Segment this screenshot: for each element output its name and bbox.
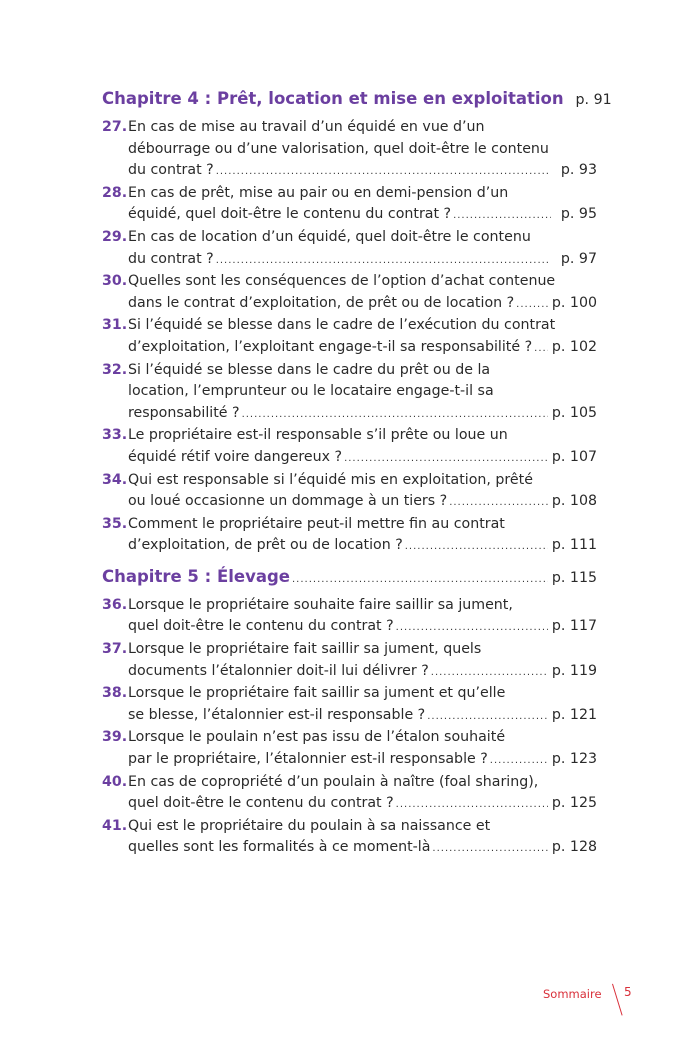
entry-line: ou loué occasionne un dommage à un tiers ? [128, 493, 448, 510]
entry-number: 32. [102, 361, 128, 378]
entry-line: débourrage ou d’une valorisation, quel doit-être le contenu [128, 140, 549, 157]
dot-leader [216, 161, 551, 183]
dot-leader [449, 492, 548, 514]
entry-number: 31. [102, 317, 128, 334]
entry-last-line [128, 705, 597, 728]
dot-leader [405, 536, 548, 558]
entry-line: dans le contrat d’exploitation, de prêt ou de location ? [128, 294, 515, 311]
dot-leader [427, 706, 548, 728]
entry-number: 41. [102, 817, 128, 834]
toc-entry[interactable] [102, 183, 597, 227]
entry-line: du contrat ? [128, 162, 214, 179]
entry-page: p. 97 [560, 250, 597, 267]
entry-last-line [128, 447, 597, 470]
entry-line: Comment le propriétaire peut-il mettre fin au contrat [128, 515, 505, 532]
dot-leader [396, 794, 548, 816]
entry-last-line [128, 337, 597, 360]
entry-number: 36. [102, 596, 128, 613]
toc-entry[interactable] [102, 227, 597, 271]
entry-last-line [128, 293, 597, 316]
dot-leader [534, 338, 548, 360]
toc-entry[interactable] [102, 315, 597, 359]
entry-line: Lorsque le propriétaire fait saillir sa jument, quels [128, 641, 482, 658]
entry-body [128, 360, 597, 426]
toc-entry[interactable] [102, 117, 597, 183]
entry-page: p. 117 [551, 618, 597, 635]
entry-line: équidé, quel doit-être le contenu du contrat ? [128, 206, 452, 223]
footer-label: Sommaire [543, 987, 602, 1001]
entry-line: En cas de mise au travail d’un équidé en vue d’un [128, 119, 485, 135]
entry-body [128, 683, 597, 727]
entry-number: 38. [102, 685, 128, 702]
entry-page: p. 108 [551, 493, 597, 510]
dot-leader [242, 404, 548, 426]
entry-page: p. 95 [560, 206, 597, 223]
entry-page: p. 100 [551, 294, 597, 311]
entry-line: documents l’étalonnier doit-il lui délivrer ? [128, 662, 429, 679]
entry-page: p. 93 [560, 162, 597, 179]
entry-line: responsabilité ? [128, 404, 240, 421]
toc-entry[interactable] [102, 271, 597, 315]
entry-line: par le propriétaire, l’étalonnier est-il responsable ? [128, 751, 488, 768]
toc-entry[interactable] [102, 772, 597, 816]
entry-page: p. 102 [551, 338, 597, 355]
entry-body [128, 183, 597, 227]
chapter-heading[interactable] [102, 566, 597, 591]
entry-line: d’exploitation, l’exploitant engage-t-il sa responsabilité ? [128, 338, 533, 355]
dot-leader [490, 750, 548, 772]
page-footer [540, 984, 640, 1018]
entry-page: p. 119 [551, 662, 597, 679]
chapter-page: p. 115 [551, 569, 597, 586]
entry-last-line [128, 749, 597, 772]
entry-number: 37. [102, 641, 128, 658]
entry-line: Quelles sont les conséquences de l’option d’achat contenue [128, 273, 556, 290]
entry-body [128, 271, 597, 315]
dot-leader [431, 662, 548, 684]
entry-line: Qui est responsable si l’équidé mis en exploitation, prêté [128, 471, 533, 488]
entry-body [128, 639, 597, 683]
entry-body [128, 117, 597, 183]
toc-entry[interactable] [102, 595, 597, 639]
chapter-page: p. 91 [575, 92, 612, 108]
entry-line: équidé rétif voire dangereux ? [128, 448, 343, 465]
dot-leader [432, 838, 547, 860]
dot-leader [216, 250, 551, 272]
entry-line: En cas de prêt, mise au pair ou en demi-pension d’un [128, 184, 509, 201]
entry-body [128, 227, 597, 271]
entry-last-line [128, 491, 597, 514]
entry-line: quel doit-être le contenu du contrat ? [128, 618, 394, 635]
entry-last-line [128, 837, 597, 860]
entry-last-line [128, 793, 597, 816]
entry-line: location, l’emprunteur ou le locataire engage-t-il sa [128, 383, 494, 400]
entry-body [128, 727, 597, 771]
entry-number: 39. [102, 729, 128, 746]
entry-number: 30. [102, 273, 128, 290]
entry-number: 29. [102, 228, 128, 245]
toc-entry[interactable] [102, 514, 597, 558]
entry-body [128, 425, 597, 469]
dot-leader [344, 448, 548, 470]
entry-number: 34. [102, 471, 128, 488]
entry-number: 40. [102, 773, 128, 790]
entry-line: quelles sont les formalités à ce moment-là [128, 839, 431, 856]
entry-page: p. 121 [551, 706, 597, 723]
toc-entry[interactable] [102, 816, 597, 860]
entry-number: 33. [102, 427, 128, 444]
toc-entry[interactable] [102, 360, 597, 426]
entry-body [128, 816, 597, 860]
entry-number: 27. [102, 119, 128, 135]
toc-entry[interactable] [102, 470, 597, 514]
entry-last-line [128, 661, 597, 684]
entry-last-line [128, 616, 597, 639]
entry-line: quel doit-être le contenu du contrat ? [128, 795, 394, 812]
chapter-title: Chapitre 5 : Élevage [102, 566, 290, 586]
entry-line: En cas de location d’un équidé, quel doit-être le contenu [128, 228, 531, 245]
dot-leader [292, 569, 548, 591]
entry-body [128, 315, 597, 359]
entry-body [128, 595, 597, 639]
entry-line: Lorsque le poulain n’est pas issu de l’étalon souhaité [128, 729, 506, 746]
dot-leader [453, 205, 551, 227]
dot-leader [396, 617, 548, 639]
chapter-title: Chapitre 4 : Prêt, location et mise en exploitation [102, 89, 564, 108]
entry-line: Lorsque le propriétaire souhaite faire saillir sa jument, [128, 596, 513, 613]
entry-last-line [128, 204, 597, 227]
entry-page: p. 105 [551, 404, 597, 421]
entry-page: p. 111 [551, 537, 597, 554]
entry-line: Si l’équidé se blesse dans le cadre de l’exécution du contrat [128, 317, 556, 334]
entry-page: p. 128 [551, 839, 597, 856]
entry-body [128, 514, 597, 558]
entry-line: Lorsque le propriétaire fait saillir sa jument et qu’elle [128, 685, 506, 702]
entry-page: p. 125 [551, 795, 597, 812]
table-of-contents [102, 88, 612, 860]
entry-line: Qui est le propriétaire du poulain à sa naissance et [128, 817, 491, 834]
dot-leader [516, 294, 548, 316]
entry-last-line [128, 535, 597, 558]
entry-body [128, 470, 597, 514]
entry-line: d’exploitation, de prêt ou de location ? [128, 537, 403, 554]
toc-entry[interactable] [102, 683, 597, 727]
footer-divider [612, 984, 623, 1016]
entry-number: 35. [102, 515, 128, 532]
entry-number: 28. [102, 184, 128, 201]
entry-last-line [128, 403, 597, 426]
toc-entry[interactable] [102, 425, 597, 469]
entry-line: se blesse, l’étalonnier est-il responsable ? [128, 706, 426, 723]
entry-line: En cas de copropriété d’un poulain à naître (foal sharing), [128, 773, 539, 790]
entry-line: Si l’équidé se blesse dans le cadre du prêt ou de la [128, 361, 491, 378]
chapter-heading[interactable] [102, 88, 612, 113]
page-number: 5 [624, 985, 632, 999]
entry-body [128, 772, 597, 816]
entry-last-line [128, 160, 597, 183]
entry-page: p. 107 [551, 448, 597, 465]
entry-line: du contrat ? [128, 250, 214, 267]
entry-page: p. 123 [551, 751, 597, 768]
entry-line: Le propriétaire est-il responsable s’il prête ou loue un [128, 427, 508, 444]
toc-entry[interactable] [102, 727, 597, 771]
entry-last-line [128, 249, 597, 272]
toc-entry[interactable] [102, 639, 597, 683]
